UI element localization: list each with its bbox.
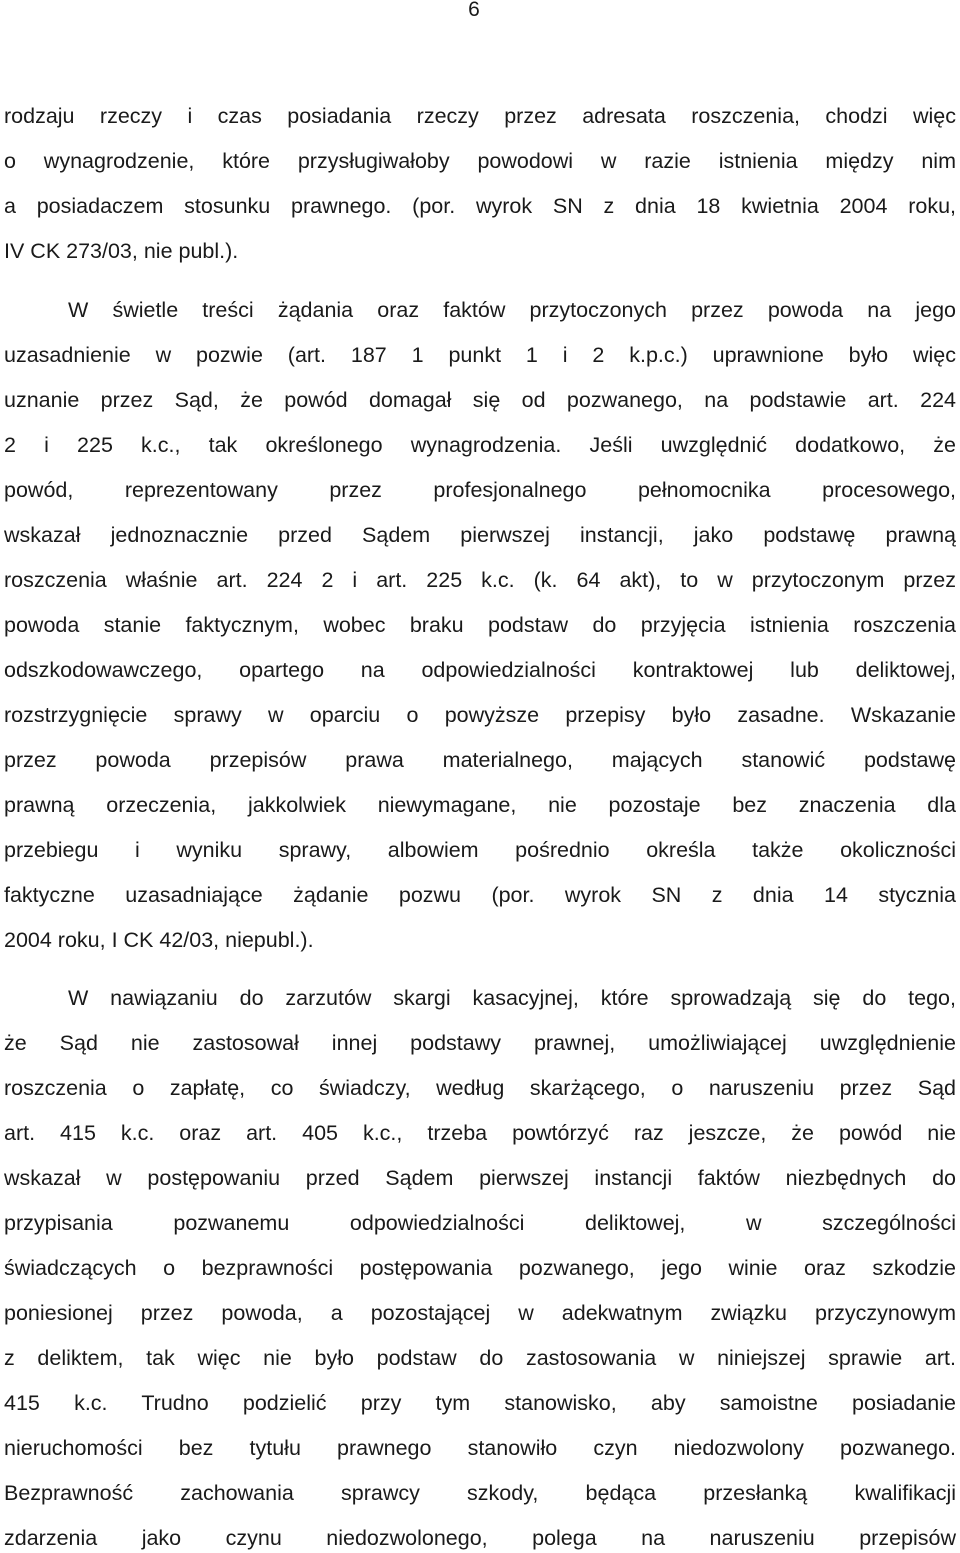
text-line: wskazał w postępowaniu przed Sądem pierwszej instancji faktów niezbędnych do — [4, 1166, 956, 1190]
text-line: przypisania pozwanemu odpowiedzialności deliktowej, w szczególności — [4, 1211, 956, 1235]
text-line: 2 i 225 k.c., tak określonego wynagrodzenia. Jeśli uwzględnić dodatkowo, że — [4, 433, 956, 457]
text-line: zdarzenia jako czynu niedozwolonego, polega na naruszeniu przepisów — [4, 1526, 956, 1550]
text-line: o wynagrodzenie, które przysługiwałoby powodowi w razie istnienia między nim — [4, 149, 956, 173]
text-line: odszkodowawczego, opartego na odpowiedzialności kontraktowej lub deliktowej, — [4, 658, 956, 682]
text-line: powód, reprezentowany przez profesjonalnego pełnomocnika procesowego, — [4, 478, 956, 502]
text-line: powoda stanie faktycznym, wobec braku podstaw do przyjęcia istnienia roszczenia — [4, 613, 956, 637]
text-line: wskazał jednoznacznie przed Sądem pierwszej instancji, jako podstawę prawną — [4, 523, 956, 547]
page-number: 6 — [468, 0, 480, 21]
text-line: faktyczne uzasadniające żądanie pozwu (por. wyrok SN z dnia 14 stycznia — [4, 883, 956, 907]
text-line: uzasadnienie w pozwie (art. 187 1 punkt 1 i 2 k.p.c.) uprawnione było więc — [4, 343, 956, 367]
text-line: art. 415 k.c. oraz art. 405 k.c., trzeba powtórzyć raz jeszcze, że powód nie — [4, 1121, 956, 1145]
text-line: uznanie przez Sąd, że powód domagał się od pozwanego, na podstawie art. 224 — [4, 388, 956, 412]
text-line: z deliktem, tak więc nie było podstaw do zastosowania w niniejszej sprawie art. — [4, 1346, 956, 1370]
text-line: IV CK 273/03, nie publ.). — [4, 239, 239, 263]
text-line: że Sąd nie zastosował innej podstawy prawnej, umożliwiającej uwzględnienie — [4, 1031, 956, 1055]
text-line: świadczących o bezprawności postępowania pozwanego, jego winie oraz szkodzie — [4, 1256, 956, 1280]
text-line: a posiadaczem stosunku prawnego. (por. wyrok SN z dnia 18 kwietnia 2004 roku, — [4, 194, 956, 218]
text-line: przez powoda przepisów prawa materialnego, mających stanowić podstawę — [4, 748, 956, 772]
text-line: W świetle treści żądania oraz faktów przytoczonych przez powoda na jego — [68, 298, 956, 322]
text-line: rodzaju rzeczy i czas posiadania rzeczy przez adresata roszczenia, chodzi więc — [4, 104, 956, 128]
text-line: roszczenia właśnie art. 224 2 i art. 225 k.c. (k. 64 akt), to w przytoczonym przez — [4, 568, 956, 592]
text-line: rozstrzygnięcie sprawy w oparciu o powyższe przepisy było zasadne. Wskazanie — [4, 703, 956, 727]
text-line: Bezprawność zachowania sprawcy szkody, będąca przesłanką kwalifikacji — [4, 1481, 956, 1505]
text-line: przebiegu i wyniku sprawy, albowiem pośrednio określa także okoliczności — [4, 838, 956, 862]
text-line: poniesionej przez powoda, a pozostającej w adekwatnym związku przyczynowym — [4, 1301, 956, 1325]
text-line: roszczenia o zapłatę, co świadczy, według skarżącego, o naruszeniu przez Sąd — [4, 1076, 956, 1100]
text-line: W nawiązaniu do zarzutów skargi kasacyjnej, które sprowadzają się do tego, — [68, 986, 956, 1010]
text-line: prawną orzeczenia, jakkolwiek niewymagane, nie pozostaje bez znaczenia dla — [4, 793, 956, 817]
text-line: 2004 roku, I CK 42/03, niepubl.). — [4, 928, 314, 952]
text-line: 415 k.c. Trudno podzielić przy tym stanowisko, aby samoistne posiadanie — [4, 1391, 956, 1415]
text-line: nieruchomości bez tytułu prawnego stanowiło czyn niedozwolony pozwanego. — [4, 1436, 956, 1460]
